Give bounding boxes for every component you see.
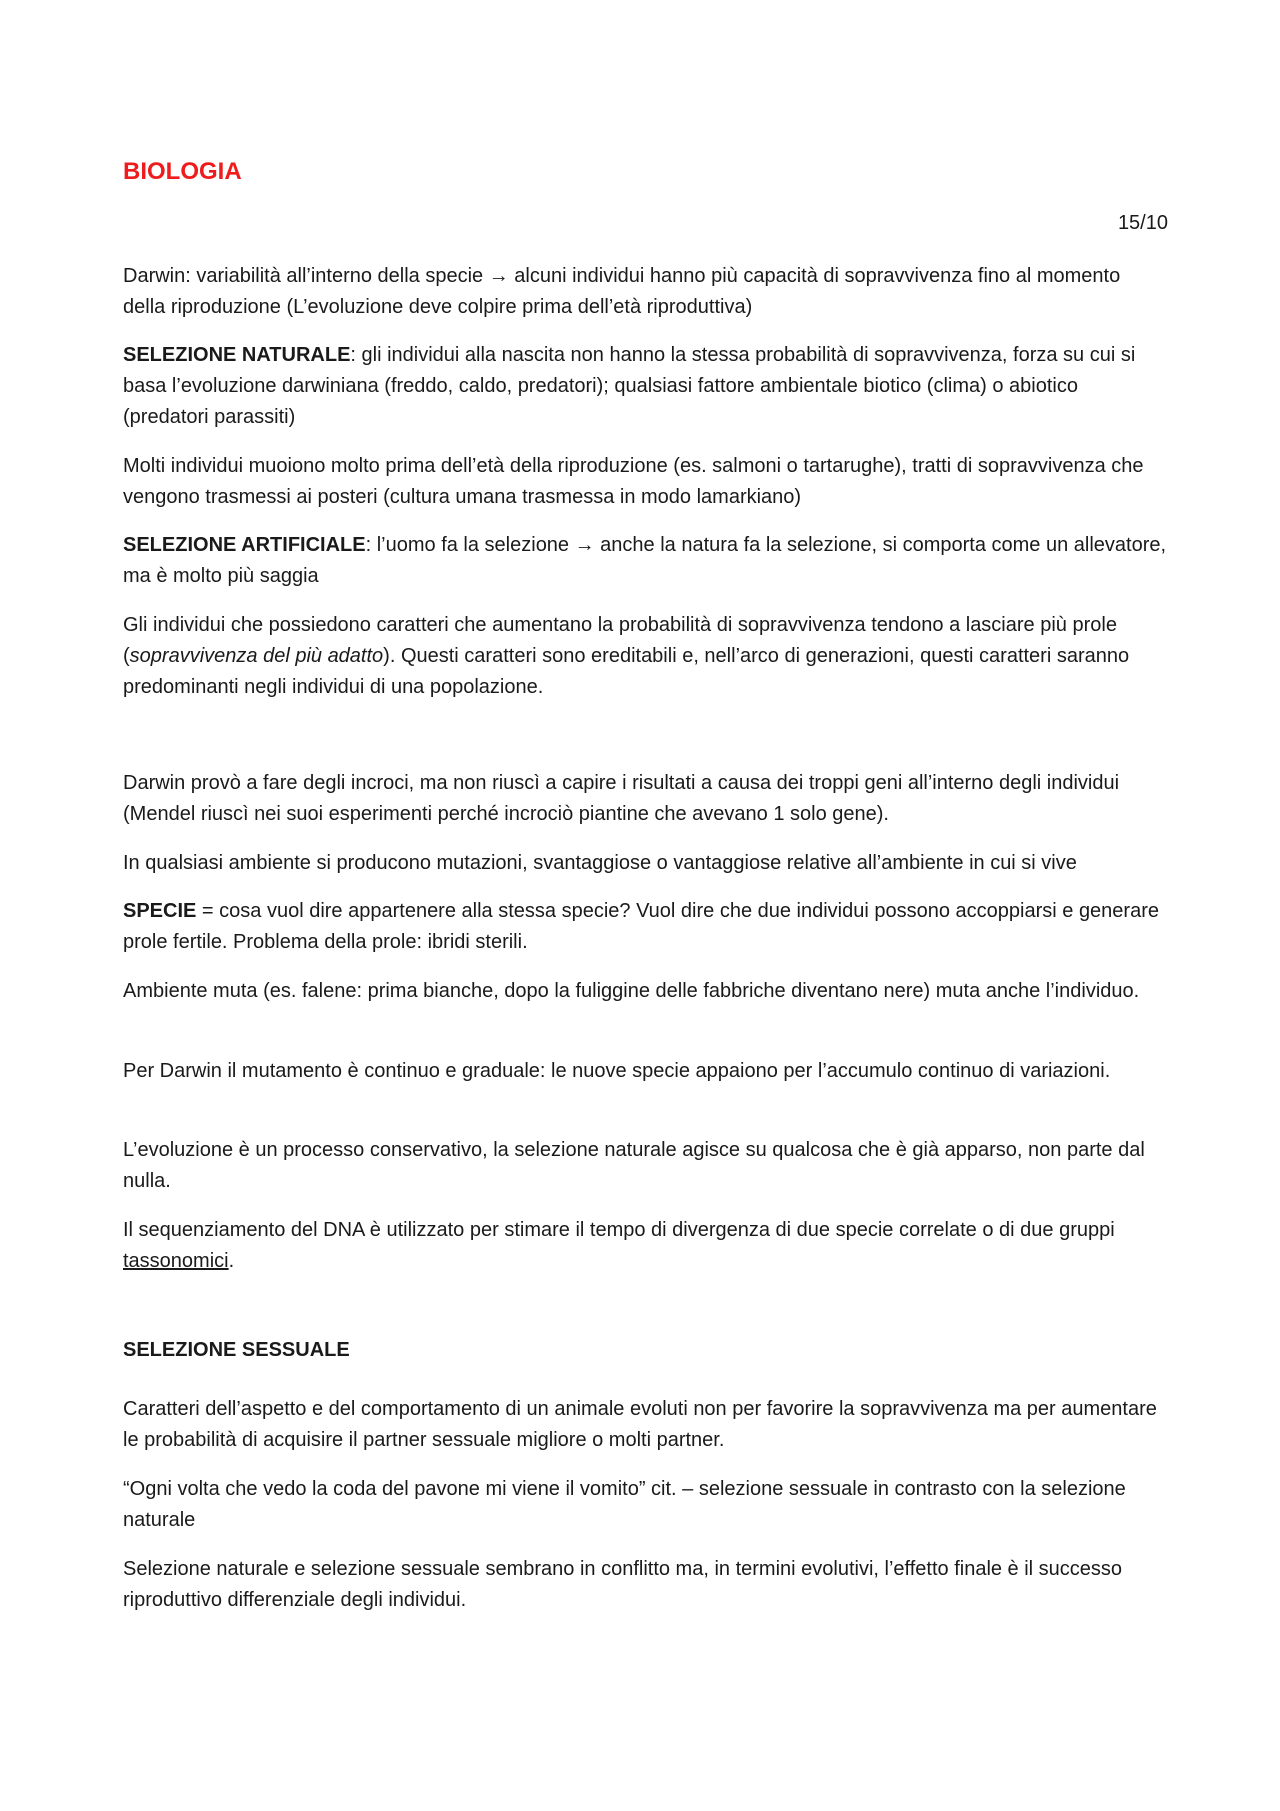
paragraph-darwin-variability: Darwin: variabilità all’interno della specie → alcuni individui hanno più capacità di sopravvivenza fino al momento della riproduzione (L’evoluzione deve colpire prima dell’età riproduttiva) — [123, 265, 1121, 318]
paragraph-survival-fittest — [123, 610, 1168, 703]
dna-text-b: . — [228, 1250, 235, 1272]
document-title: BIOLOGIA — [123, 158, 242, 185]
survival-fittest-italic: sopravvivenza del più adatto — [129, 645, 384, 667]
paragraph-mutations: In qualsiasi ambiente si producono mutazioni, svantaggiose o vantaggiose relative all’ambiente in cui si vive — [123, 852, 1077, 874]
document-date: 15/10 — [1117, 212, 1168, 234]
section-heading-sexual-selection: SELEZIONE SESSUALE — [123, 1339, 350, 1361]
paragraph-conservative-process: L’evoluzione è un processo conservativo, la selezione naturale agisce su qualcosa che è già apparso, non parte dal nulla. — [123, 1139, 1145, 1192]
survival-text-b: ). Questi caratteri sono ereditabili e, nell’arco di generazioni, questi caratteri saranno predominanti negli individui di una popolazione. — [123, 645, 1130, 698]
term-taxonomic: tassonomici — [123, 1250, 229, 1272]
term-species: SPECIE — [123, 900, 197, 922]
paragraph-environment: Ambiente muta (es. falene: prima bianche, dopo la fuliggine delle fabbriche diventano nere) muta anche l’individuo. — [123, 980, 1140, 1002]
term-natural-selection: SELEZIONE NATURALE — [123, 344, 351, 366]
natural-selection-text: : gli individui alla nascita non hanno la stessa probabilità di sopravvivenza, forza su cui si basa l’evoluzione darwiniana (freddo, caldo, predatori); qualsiasi fattore ambientale biotico (clima) o abiotico (predatori parassiti) — [123, 344, 1136, 428]
paragraph-sexual-selection-definition: Caratteri dell’aspetto e del comportamento di un animale evoluti non per favorire la sopravvivenza ma per aumentare le probabilità di acquisire il partner sessuale migliore o molti partner. — [123, 1398, 1157, 1451]
paragraph-dna-sequencing — [123, 1215, 1168, 1277]
species-text: = cosa vuol dire appartenere alla stessa specie? Vuol dire che due individui possono accoppiarsi e generare prole fertile. Problema della prole: ibridi sterili. — [123, 900, 1159, 953]
paragraph-artificial-selection — [123, 530, 1168, 592]
survival-text-a: Gli individui che possiedono caratteri che aumentano la probabilità di sopravvivenza tendono a lasciare più prole ( — [123, 614, 1117, 667]
term-artificial-selection: SELEZIONE ARTIFICIALE — [123, 534, 366, 556]
artificial-selection-text: : l’uomo fa la selezione → anche la natura fa la selezione, si comporta come un allevatore, ma è molto più saggia — [123, 534, 1167, 587]
paragraph-conflict-outcome: Selezione naturale e selezione sessuale sembrano in conflitto ma, in termini evolutivi, l’effetto finale è il successo riproduttivo differenziale degli individui. — [123, 1558, 1123, 1611]
paragraph-species — [123, 896, 1168, 958]
paragraph-gradual-change: Per Darwin il mutamento è continuo e graduale: le nuove specie appaiono per l’accumulo continuo di variazioni. — [123, 1060, 1111, 1082]
dna-text-a: Il sequenziamento del DNA è utilizzato per stimare il tempo di divergenza di due specie correlate o di due gruppi — [123, 1219, 1115, 1241]
paragraph-crossbreeding: Darwin provò a fare degli incroci, ma non riuscì a capire i risultati a causa dei troppi geni all’interno degli individui (Mendel riuscì nei suoi esperimenti perché incrociò piantine che avevano 1 solo gene). — [123, 772, 1120, 825]
paragraph-mortality: Molti individui muoiono molto prima dell’età della riproduzione (es. salmoni o tartarughe), tratti di sopravvivenza che vengono trasmessi ai posteri (cultura umana trasmessa in modo lamarkiano) — [123, 455, 1144, 508]
paragraph-peacock-quote: “Ogni volta che vedo la coda del pavone mi viene il vomito” cit. – selezione sessuale in contrasto con la selezione naturale — [123, 1478, 1126, 1531]
paragraph-natural-selection — [123, 340, 1168, 433]
